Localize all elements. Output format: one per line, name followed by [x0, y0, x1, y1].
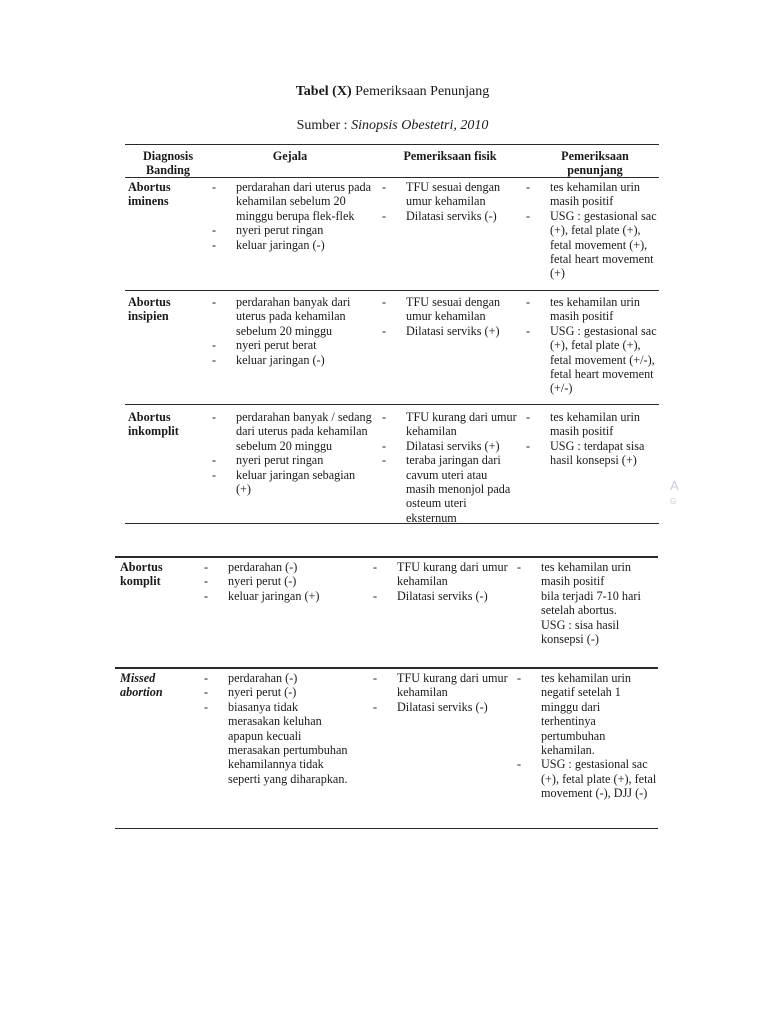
- diagnosis-abortus-komplit: Abortus komplit: [120, 560, 163, 589]
- list-item: - nyeri perut (-): [204, 685, 369, 699]
- list-item: - tes kehamilan urin negatif setelah 1 minggu dari terhentinya pertumbuhan kehamilan.: [517, 671, 657, 757]
- list-item: - keluar jaringan (-): [212, 353, 372, 367]
- list-item: - USG : terdapat sisa hasil konsepsi (+): [526, 439, 661, 468]
- list-item: - nyeri perut (-): [204, 574, 369, 588]
- list-item: - Dilatasi serviks (+): [382, 324, 522, 338]
- list-item: - nyeri perut berat: [212, 338, 372, 352]
- penunjang-list: [517, 671, 657, 801]
- table-title-label: Tabel (X): [295, 84, 352, 99]
- list-item: - USG : gestasional sac (+), fetal plate (+), fetal movement (+), fetal heart movement (+): [526, 209, 661, 281]
- list-item: - teraba jaringan dari cavum uteri atau masih menonjol pada osteum uteri eksternum: [382, 453, 517, 525]
- list-item: - perdarahan (-): [204, 671, 369, 685]
- list-item: - perdarahan (-): [204, 560, 369, 574]
- fisik-list: [382, 180, 522, 223]
- table2-top-rule: [115, 556, 658, 558]
- list-item: - tes kehamilan urin masih positif: [526, 180, 661, 209]
- header-gejala: Gejala: [272, 149, 308, 163]
- list-item: - Dilatasi serviks (+): [382, 439, 517, 453]
- fisik-list: [373, 671, 513, 714]
- list-item: - USG : gestasional sac (+), fetal plate (+), fetal movement (+/-), fetal heart movement (+/-): [526, 324, 661, 396]
- table-source: [0, 118, 768, 134]
- list-item: - tes kehamilan urin masih positif: [526, 295, 661, 324]
- list-item: - USG : gestasional sac (+), fetal plate (+), fetal movement (-), DJJ (-): [517, 757, 657, 800]
- list-item: - perdarahan dari uterus pada kehamilan sebelum 20 minggu berupa flek-flek: [212, 180, 372, 223]
- row-divider: [125, 404, 659, 405]
- list-item: - biasanya tidak merasakan keluhan apapun kecuali merasakan pertumbuhan kehamilannya tidak seperti yang diharapkan.: [204, 700, 369, 786]
- row-divider: [115, 667, 658, 669]
- diagnosis-abortus-inkomplit: Abortus inkomplit: [128, 410, 179, 439]
- list-item: - TFU kurang dari umur kehamilan: [373, 560, 513, 589]
- gejala-list: [212, 180, 372, 252]
- header-diagnosis: Diagnosis Banding: [142, 149, 194, 177]
- header-pemeriksaan-penunjang: Pemeriksaan penunjang: [561, 149, 629, 177]
- list-item: - perdarahan banyak / sedang dari uterus pada kehamilan sebelum 20 minggu: [212, 410, 372, 453]
- source-label: Sumber :: [296, 118, 352, 133]
- gejala-list: [212, 410, 372, 496]
- fisik-list: [382, 295, 522, 338]
- row-divider: [125, 290, 659, 291]
- list-item: - keluar jaringan (-): [212, 238, 372, 252]
- diagnosis-missed-abortion: [120, 671, 190, 700]
- table-title: [0, 84, 768, 100]
- list-item: - Dilatasi serviks (-): [382, 209, 522, 223]
- gejala-list: [204, 560, 369, 603]
- penunjang-list: [526, 295, 661, 396]
- gejala-list: [204, 671, 369, 786]
- diagnosis-missed-abortion-label: Missed abortion: [120, 671, 163, 700]
- header-rule: [125, 177, 659, 178]
- fisik-list: [382, 410, 517, 525]
- table-top-rule: [125, 144, 659, 145]
- gejala-list: [212, 295, 372, 367]
- list-item: - TFU kurang dari umur kehamilan: [373, 671, 513, 700]
- penunjang-list: [526, 410, 661, 468]
- list-continuation: bila terjadi 7-10 hari setelah abortus.: [541, 588, 641, 618]
- penunjang-list: [517, 560, 657, 646]
- table-title-text: Pemeriksaan Penunjang: [351, 84, 490, 99]
- edge-text-line1: A: [670, 478, 679, 493]
- list-item: - perdarahan banyak dari uterus pada kehamilan sebelum 20 minggu: [212, 295, 372, 338]
- list-item: - Dilatasi serviks (-): [373, 700, 513, 714]
- diagnosis-abortus-iminens: Abortus iminens: [128, 180, 171, 209]
- list-item: - TFU kurang dari umur kehamilan: [382, 410, 517, 439]
- table2-bottom-rule: [115, 828, 658, 829]
- list-item: - TFU sesuai dengan umur kehamilan: [382, 295, 522, 324]
- penunjang-list: [526, 180, 661, 281]
- source-reference: Sinopsis Obestetri, 2010: [351, 118, 489, 133]
- list-item: - nyeri perut ringan: [212, 453, 372, 467]
- penunjang-bullets: [517, 560, 657, 589]
- table-bottom-rule: [125, 523, 659, 524]
- list-item: - nyeri perut ringan: [212, 223, 372, 237]
- list-item: - tes kehamilan urin masih positif: [526, 410, 661, 439]
- header-pemeriksaan-fisik: Pemeriksaan fisik: [403, 149, 497, 163]
- diagnosis-abortus-insipien: Abortus insipien: [128, 295, 171, 324]
- edge-text-line2: G: [670, 497, 677, 506]
- list-item: - keluar jaringan sebagian (+): [212, 468, 372, 497]
- list-item: - tes kehamilan urin masih positif: [517, 560, 657, 589]
- list-item: - keluar jaringan (+): [204, 589, 369, 603]
- fisik-list: [373, 560, 513, 603]
- list-item: - Dilatasi serviks (-): [373, 589, 513, 603]
- list-item: - TFU sesuai dengan umur kehamilan: [382, 180, 522, 209]
- list-continuation: USG : sisa hasil konsepsi (-): [541, 617, 620, 647]
